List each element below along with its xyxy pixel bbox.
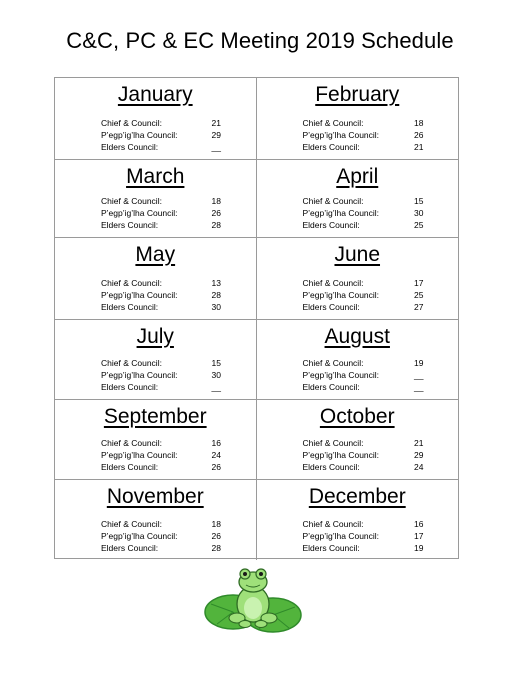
meeting-dates xyxy=(101,277,224,313)
elders-council-label: Elders Council: xyxy=(302,302,360,312)
month-heading: July xyxy=(136,325,174,348)
elders-council-date: 26 xyxy=(211,462,221,472)
pegpiglha-council-date: 29 xyxy=(414,450,424,460)
pegpiglha-council-date: 26 xyxy=(211,531,221,541)
elders-council-date: 19 xyxy=(414,543,424,553)
chief-council-row xyxy=(303,195,427,207)
pegpiglha-council-label: P’egp’ig’lha Council: xyxy=(101,450,178,460)
chief-council-row xyxy=(303,277,427,289)
chief-council-row xyxy=(101,195,224,207)
month-cell-october xyxy=(257,400,459,480)
elders-council-row xyxy=(303,141,427,153)
pegpiglha-council-row xyxy=(101,129,224,141)
chief-council-label: Chief & Council: xyxy=(101,196,162,206)
schedule-grid xyxy=(54,77,459,559)
pegpiglha-council-date: 29 xyxy=(211,130,221,140)
elders-council-date: 25 xyxy=(414,220,424,230)
pegpiglha-council-date: 26 xyxy=(211,208,221,218)
meeting-dates xyxy=(101,195,224,231)
meeting-dates xyxy=(101,117,224,153)
chief-council-label: Chief & Council: xyxy=(302,358,364,368)
elders-council-row xyxy=(101,141,224,153)
chief-council-label: Chief & Council: xyxy=(101,278,162,288)
pegpiglha-council-date: 25 xyxy=(414,290,424,300)
chief-council-date: 19 xyxy=(414,358,424,368)
meeting-dates xyxy=(101,518,224,554)
elders-council-row xyxy=(303,461,427,473)
pegpiglha-council-row xyxy=(303,129,427,141)
month-heading: August xyxy=(324,325,390,348)
pegpiglha-council-date: 26 xyxy=(414,130,424,140)
chief-council-date: 21 xyxy=(414,438,424,448)
pegpiglha-council-label: P’egp’ig’lha Council: xyxy=(302,290,380,300)
elders-council-label: Elders Council: xyxy=(302,220,360,230)
elders-council-row xyxy=(101,301,224,313)
chief-council-row xyxy=(101,518,224,530)
month-cell-september xyxy=(55,400,257,480)
chief-council-label: Chief & Council: xyxy=(101,519,162,529)
frog-on-lily-pad-icon xyxy=(203,560,303,638)
month-heading: June xyxy=(334,243,381,266)
pegpiglha-council-date: 17 xyxy=(414,531,424,541)
month-cell-may xyxy=(55,238,257,320)
chief-council-label: Chief & Council: xyxy=(101,438,162,448)
elders-council-date: 27 xyxy=(414,302,424,312)
meeting-dates xyxy=(101,437,224,473)
chief-council-label: Chief & Council: xyxy=(302,278,364,288)
elders-council-row xyxy=(101,381,224,393)
elders-council-label: Elders Council: xyxy=(302,462,360,472)
pegpiglha-council-date: 30 xyxy=(211,370,221,380)
elders-council-row xyxy=(101,461,224,473)
meeting-dates xyxy=(303,437,427,473)
month-heading: May xyxy=(135,243,176,266)
month-cell-august xyxy=(257,320,459,400)
chief-council-label: Chief & Council: xyxy=(101,358,162,368)
pegpiglha-council-row xyxy=(101,289,224,301)
chief-council-date: 15 xyxy=(414,196,424,206)
elders-council-date: 30 xyxy=(211,302,221,312)
elders-council-row xyxy=(303,301,427,313)
chief-council-date: 18 xyxy=(211,519,221,529)
elders-council-date: __ xyxy=(414,382,424,392)
pegpiglha-council-label: P’egp’ig’lha Council: xyxy=(302,531,380,541)
month-cell-june xyxy=(257,238,459,320)
chief-council-row xyxy=(101,357,224,369)
elders-council-row xyxy=(303,381,427,393)
pegpiglha-council-row xyxy=(303,289,427,301)
month-heading: November xyxy=(106,485,204,508)
month-heading: March xyxy=(126,165,185,188)
elders-council-label: Elders Council: xyxy=(302,142,360,152)
meeting-dates xyxy=(303,277,427,313)
month-cell-march xyxy=(55,160,257,238)
elders-council-date: 24 xyxy=(414,462,424,472)
chief-council-row xyxy=(303,357,427,369)
month-cell-november xyxy=(55,480,257,560)
month-cell-january xyxy=(55,78,257,160)
month-cell-july xyxy=(55,320,257,400)
elders-council-date: 28 xyxy=(211,543,221,553)
chief-council-date: 18 xyxy=(414,118,424,128)
month-cell-february xyxy=(257,78,459,160)
chief-council-date: 16 xyxy=(211,438,221,448)
pegpiglha-council-label: P’egp’ig’lha Council: xyxy=(302,370,380,380)
chief-council-label: Chief & Council: xyxy=(302,196,364,206)
elders-council-label: Elders Council: xyxy=(101,462,159,472)
pegpiglha-council-label: P’egp’ig’lha Council: xyxy=(302,450,380,460)
month-heading: September xyxy=(103,405,207,428)
pegpiglha-council-label: P’egp’ig’lha Council: xyxy=(101,208,178,218)
elders-council-row xyxy=(101,219,224,231)
pegpiglha-council-row xyxy=(101,207,224,219)
chief-council-row xyxy=(101,117,224,129)
chief-council-date: 13 xyxy=(211,278,221,288)
pegpiglha-council-row xyxy=(303,449,427,461)
pegpiglha-council-label: P’egp’ig’lha Council: xyxy=(101,290,178,300)
month-heading: January xyxy=(117,83,193,106)
month-cell-april xyxy=(257,160,459,238)
elders-council-label: Elders Council: xyxy=(101,220,159,230)
elders-council-label: Elders Council: xyxy=(302,543,360,553)
chief-council-label: Chief & Council: xyxy=(302,118,364,128)
pegpiglha-council-date: 30 xyxy=(414,208,424,218)
elders-council-row xyxy=(101,542,224,554)
elders-council-row xyxy=(303,542,427,554)
month-heading: February xyxy=(315,83,400,106)
pegpiglha-council-date: 28 xyxy=(211,290,221,300)
pegpiglha-council-label: P’egp’ig’lha Council: xyxy=(101,370,178,380)
month-heading: December xyxy=(308,485,406,508)
pegpiglha-council-label: P’egp’ig’lha Council: xyxy=(101,130,178,140)
meeting-dates xyxy=(303,518,427,554)
chief-council-label: Chief & Council: xyxy=(302,438,364,448)
chief-council-date: 21 xyxy=(211,118,221,128)
meeting-dates xyxy=(303,117,427,153)
pegpiglha-council-label: P’egp’ig’lha Council: xyxy=(302,130,380,140)
pegpiglha-council-row xyxy=(101,369,224,381)
chief-council-date: 17 xyxy=(414,278,424,288)
pegpiglha-council-row xyxy=(303,369,427,381)
pegpiglha-council-date: __ xyxy=(414,370,424,380)
chief-council-date: 15 xyxy=(211,358,221,368)
elders-council-date: __ xyxy=(211,382,221,392)
pegpiglha-council-row xyxy=(303,530,427,542)
elders-council-label: Elders Council: xyxy=(101,543,159,553)
chief-council-row xyxy=(101,437,224,449)
meeting-dates xyxy=(303,357,427,393)
elders-council-label: Elders Council: xyxy=(101,382,159,392)
month-heading: April xyxy=(336,165,379,188)
pegpiglha-council-row xyxy=(101,449,224,461)
chief-council-label: Chief & Council: xyxy=(101,118,162,128)
chief-council-row xyxy=(303,518,427,530)
elders-council-label: Elders Council: xyxy=(101,302,159,312)
month-cell-december xyxy=(257,480,459,560)
elders-council-date: __ xyxy=(211,142,221,152)
meeting-dates xyxy=(101,357,224,393)
chief-council-label: Chief & Council: xyxy=(302,519,364,529)
chief-council-date: 16 xyxy=(414,519,424,529)
chief-council-row xyxy=(101,277,224,289)
elders-council-row xyxy=(303,219,427,231)
elders-council-label: Elders Council: xyxy=(101,142,159,152)
pegpiglha-council-row xyxy=(101,530,224,542)
elders-council-label: Elders Council: xyxy=(302,382,360,392)
month-heading: October xyxy=(319,405,395,428)
pegpiglha-council-date: 24 xyxy=(211,450,221,460)
chief-council-date: 18 xyxy=(211,196,221,206)
chief-council-row xyxy=(303,437,427,449)
meeting-dates xyxy=(303,195,427,231)
chief-council-row xyxy=(303,117,427,129)
page-title: C&C, PC & EC Meeting 2019 Schedule xyxy=(66,28,454,53)
elders-council-date: 28 xyxy=(211,220,221,230)
pegpiglha-council-label: P’egp’ig’lha Council: xyxy=(101,531,178,541)
pegpiglha-council-row xyxy=(303,207,427,219)
pegpiglha-council-label: P’egp’ig’lha Council: xyxy=(302,208,380,218)
elders-council-date: 21 xyxy=(414,142,424,152)
